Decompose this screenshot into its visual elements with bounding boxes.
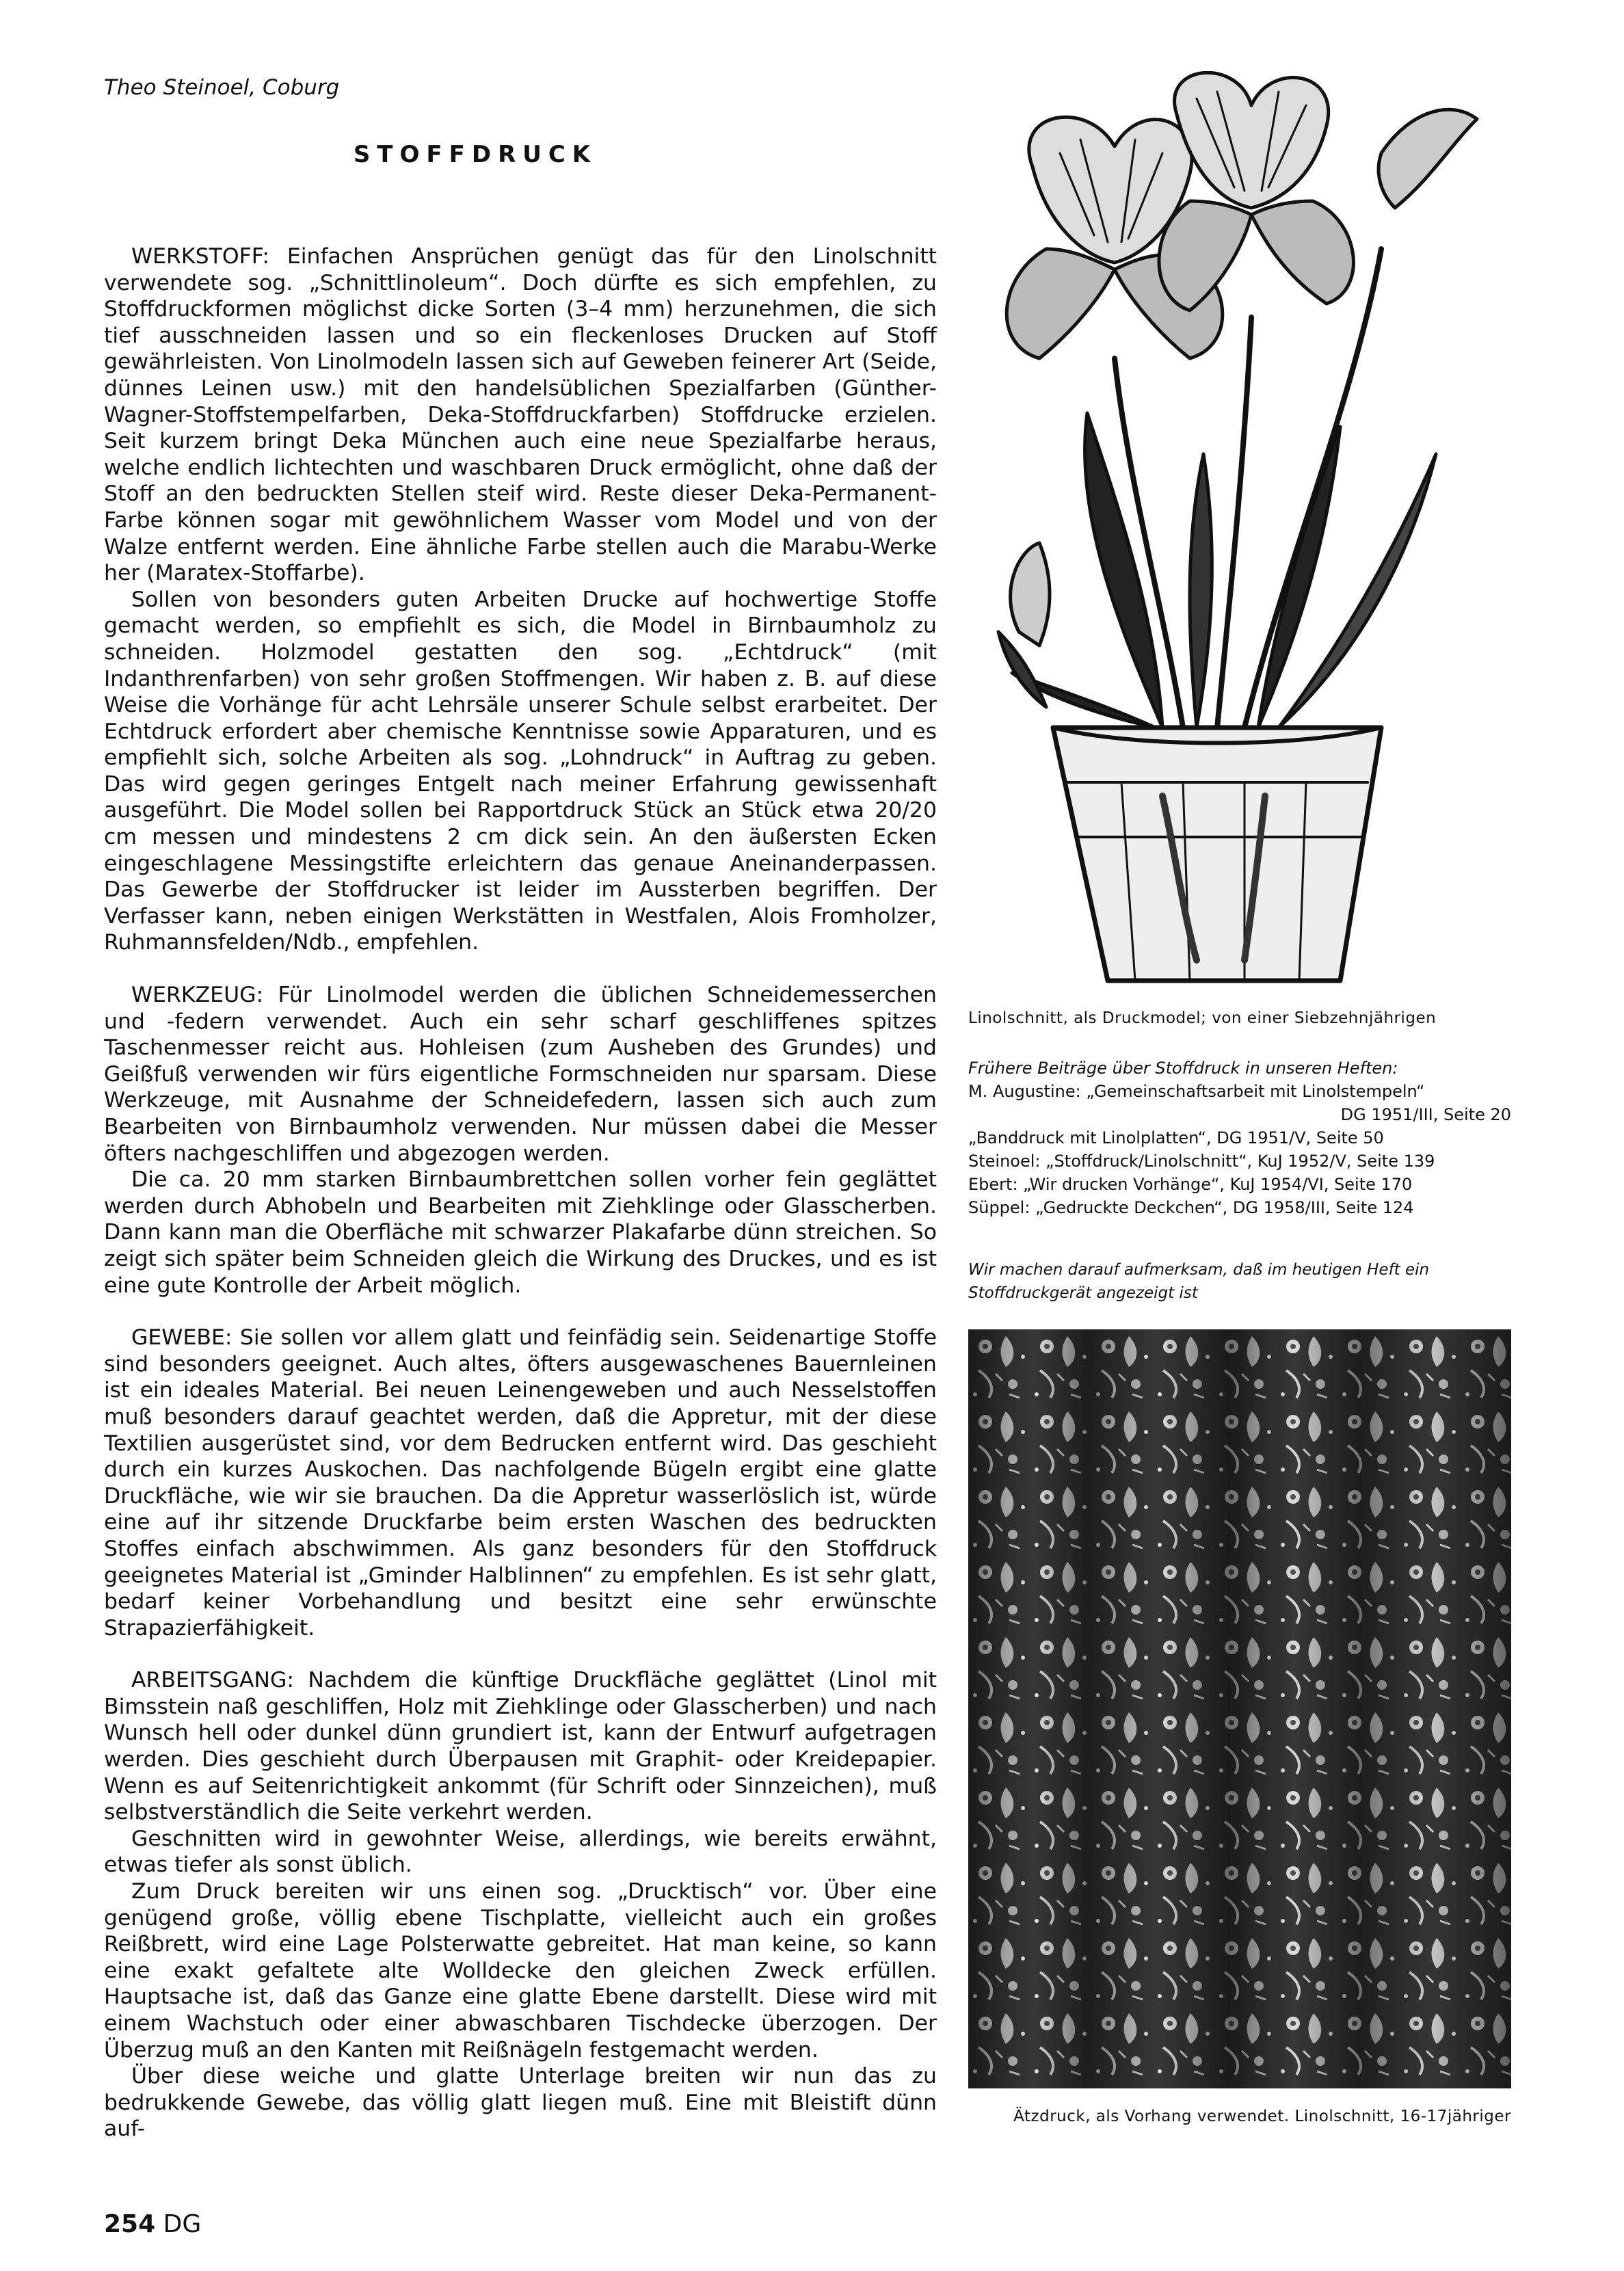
paragraph-birnbaum: Die ca. 20 mm starken Birnbaumbrettchen sollen vorher fein geglättet werden durch Abhobeln und Bearbeiten mit Ziehklinge oder Glasscherben. Dann kann man die Oberfläche mit schwarzer Plakafarbe dünn streichen. So zeigt sich später beim Schneiden gleich die Wirkung des Druckes, und es ist eine gute Kontrolle der Arbeit möglich. <box>104 1167 937 1298</box>
curtain-pattern-image <box>968 1329 1511 2088</box>
references-heading: Frühere Beiträge über Stoffdruck in unseren Heften: <box>968 1059 1398 1078</box>
reference-item: „Banddruck mit Linolplatten“, DG 1951/V, Seite 50 <box>968 1128 1384 1147</box>
paragraph-unterlage: Über diese weiche und glatte Unterlage breiten wir nun das zu bedrukkende Gewebe, das völlig glatt liegen muß. Eine mit Bleistift dünn auf- <box>104 2064 937 2142</box>
reference-item: Steinoel: „Stoffdruck/Linolschnitt“, KuJ 1952/V, Seite 139 <box>968 1152 1435 1171</box>
paragraph-drucktisch: Zum Druck bereiten wir uns einen sog. „Drucktisch“ vor. Über eine genügend große, völlig ebene Tischplatte, vielleicht auch ein großes Reißbrett, wird eine Lage Polsterwatte gebreitet. Hat man keine, so kann eine exakt gefaltete alte Wolldecke den gleichen Zweck erfüllen. Hauptsache ist, daß das Ganze eine glatte Ebene darstellt. Diese wird mit einem Wachstuch oder einer abwaschbaren Tischdecke überzogen. Der Überzug muß an den Kanten mit Reißnägeln festgemacht werden. <box>104 1879 937 2062</box>
paragraph-holzmodel: Sollen von besonders guten Arbeiten Drucke auf hochwertige Stoffe gemacht werden, so empfiehlt es sich, die Model in Birnbaumholz zu schneiden. Holzmodel gestatten den sog. „Echtdruck“ (mit Indanthrenfarben) von sehr großen Stoffmengen. Wir haben z. B. auf diese Weise die Vorhänge für acht Lehrsäle unserer Schule selbst erarbeitet. Der Echtdruck erfordert aber chemische Kenntnisse sowie Apparaturen, und es empfiehlt sich, solche Arbeiten als sog. „Lohndruck“ in Auftrag zu geben. Das wird gegen geringes Entgelt nach meiner Erfahrung gewissenhaft ausgeführt. Die Model sollen bei Rapportdruck Stück an Stück etwa 20/20 cm messen und mindestens 2 cm dick sein. An den äußersten Ecken eingeschlagene Messingstifte erleichtern das genaue Aneinanderpassen. Das Gewerbe der Stoffdrucker ist leider im Aussterben begriffen. Der Verfasser kann, neben einigen Werkstätten in Westfalen, Alois Fromholzer, Ruhmannsfelden/Ndb., empfehlen. <box>104 587 937 955</box>
advertisement-notice: Wir machen darauf aufmerksam, daß im heutigen Heft ein Stoffdruckgerät angezeigt ist <box>968 1261 1430 1302</box>
paragraph-werkstoff: WERKSTOFF: Einfachen Ansprüchen genügt das für den Linolschnitt verwendete sog. „Schnittlinoleum“. Doch dürfte es sich empfehlen, zu Stoffdruckformen möglichst dicke Sorten (3–4 mm) herzunehmen, die sich tief ausschneiden lassen und so ein fleckenloses Drucken auf Stoff gewährleisten. Von Linolmodeln lassen sich auf Geweben feinerer Art (Seide, dünnes Leinen usw.) mit den handelsüblichen Spezialfarben (Günther-Wagner-Stoffstempelfarben, Deka-Stoffdruckfarben) Stoffdrucke erzielen. Seit kurzem bringt Deka München auch eine neue Spezialfarbe heraus, welche endlich lichtechten und waschbaren Druck ermöglicht, ohne daß der Stoff an den bedruckten Stellen steif wird. Reste dieser Deka-Permanent-Farbe können sogar mit gewöhnlichem Wasser vom Model und von der Walze entfernt werden. Eine ähnliche Farbe stellen auch die Marabu-Werke her (Maratex-Stoffarbe). <box>104 244 937 586</box>
reference-item: Ebert: „Wir drucken Vorhänge“, KuJ 1954/VI, Seite 170 <box>968 1175 1413 1194</box>
author-line: Theo Steinoel, Coburg <box>104 75 340 100</box>
article-body <box>104 243 937 2142</box>
page-number: 254 <box>104 2210 156 2238</box>
paragraph-arbeitsgang: ARBEITSGANG: Nachdem die künftige Druckfläche geglättet (Linol mit Bimsstein naß geschliffen, Holz mit Ziehklinge oder Glasscherben) und nach Wunsch hell oder dunkel dünn grundiert ist, kann der Entwurf aufgetragen werden. Dies geschieht durch Überpausen mit Graphit- oder Kreidepapier. Wenn es auf Seitenrichtigkeit ankommt (für Schrift oder Sinnzeichen), muß selbstverständlich die Seite verkehrt werden. <box>104 1668 937 1825</box>
iris-vase-linocut-illustration <box>957 71 1511 1001</box>
page-footer <box>104 2210 201 2238</box>
references-block <box>968 1057 1511 1219</box>
reference-item: M. Augustine: „Gemeinschaftsarbeit mit Linolstempeln“ <box>968 1082 1425 1101</box>
figure1-caption: Linolschnitt, als Druckmodel; von einer Siebzehnjährigen <box>968 1009 1437 1027</box>
paragraph-werkzeug: WERKZEUG: Für Linolmodel werden die üblichen Schneidemesserchen und -federn verwendet. Auch ein sehr scharf geschliffenes spitzes Taschenmesser reicht aus. Hohleisen (zum Ausheben des Grundes) und Geißfuß verwenden wir fürs eigentliche Formschneiden nur sparsam. Diese Werkzeuge, mit Ausnahme der Schneidefedern, lassen sich auch zum Bearbeiten von Birnbaumholz verwenden. Nur müssen dabei die Messer öfters nachgeschliffen und abgezogen werden. <box>104 983 937 1166</box>
article-title: STOFFDRUCK <box>353 141 598 168</box>
figure2-caption: Ätzdruck, als Vorhang verwendet. Linolschnitt, 16-17jähriger <box>1013 2108 1511 2125</box>
paragraph-geschnitten: Geschnitten wird in gewohnter Weise, allerdings, wie bereits erwähnt, etwas tiefer als sonst üblich. <box>104 1826 937 1878</box>
printed-curtain-photograph <box>968 1329 1511 2088</box>
reference-item: Süppel: „Gedruckte Deckchen“, DG 1958/III, Seite 124 <box>968 1198 1414 1217</box>
paragraph-gewebe: GEWEBE: Sie sollen vor allem glatt und feinfädig sein. Seidenartige Stoffe sind besonders geeignet. Auch altes, öfters ausgewaschenes Bauernleinen ist ein ideales Material. Bei neuen Leinengeweben und auch Nesselstoffen muß besonders darauf geachtet werden, daß die Appretur, mit der diese Textilien ausgerüstet sind, vor dem Bedrucken entfernt wird. Das geschieht durch ein kurzes Auskochen. Das nachfolgende Bügeln ergibt eine glatte Druckfläche, wie wir sie brauchen. Da die Appretur wasserlöslich ist, würde eine auf ihr sitzende Druckfarbe beim ersten Waschen des bedruckten Stoffes einfach abschwimmen. Als ganz besonders für den Stoffdruck geeignetes Material ist „Gminder Halblinnen“ zu empfehlen. Es ist sehr glatt, bedarf keiner Vorbehandlung und besitzt eine sehr erwünschte Strapazierfähigkeit. <box>104 1325 937 1641</box>
reference-item-continuation: DG 1951/III, Seite 20 <box>1340 1105 1511 1124</box>
journal-abbreviation: DG <box>163 2210 202 2238</box>
